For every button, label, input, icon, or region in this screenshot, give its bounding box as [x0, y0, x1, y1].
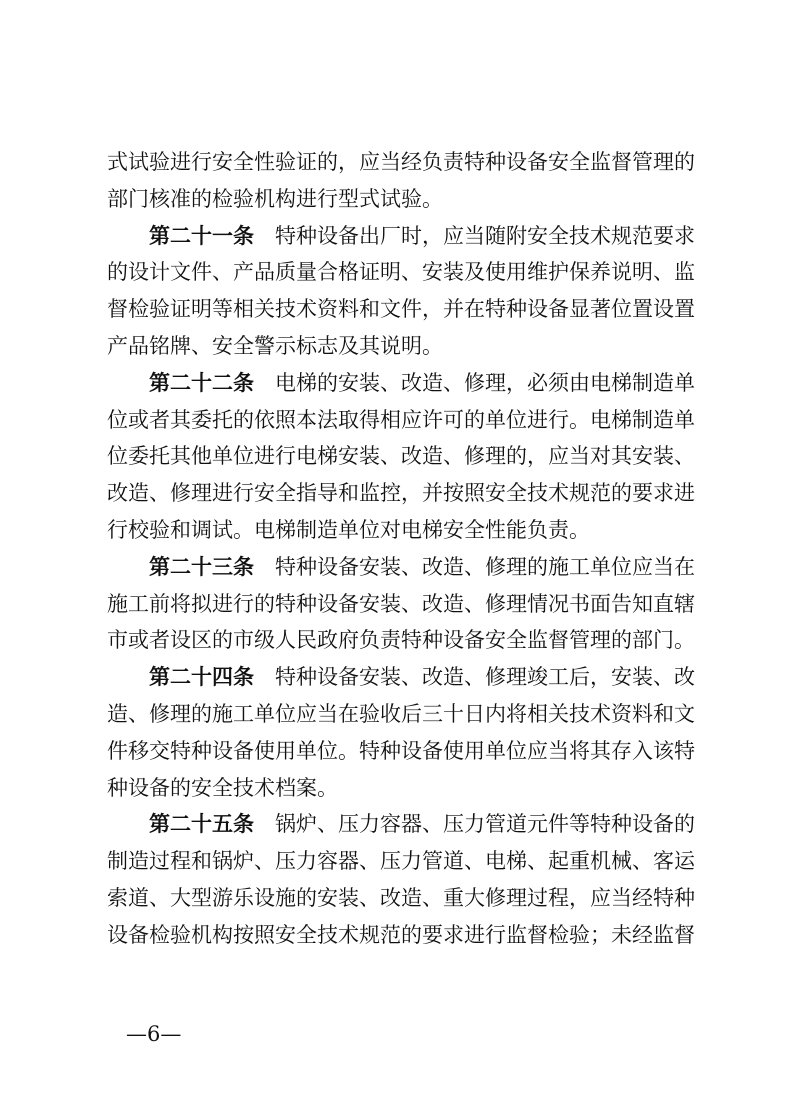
text-fragment: 特种设备出厂时，应当随附安全技术规范要求: [275, 223, 695, 248]
text-fragment: 特种设备安装、改造、修理竣工后，安装、改: [275, 665, 695, 690]
text-line: 件移交特种设备使用单位。特种设备使用单位应当将其存入该特: [107, 738, 695, 763]
text-fragment: 锅炉、压力容器、压力管道元件等特种设备的: [275, 812, 695, 837]
page-number: —6—: [126, 1022, 182, 1046]
text-line: 种设备的安全技术档案。: [107, 775, 338, 800]
text-line: 索道、大型游乐设施的安装、改造、重大修理过程，应当经特种: [107, 885, 695, 910]
text-line: [107, 806, 693, 843]
text-fragment: 电梯的安装、改造、修理，必须由电梯制造单: [275, 370, 695, 395]
text-line: 改造、修理进行安全指导和监控，并按照安全技术规范的要求进: [107, 481, 695, 506]
article-number: 第二十四条: [149, 664, 254, 690]
text-fragment: 特种设备安装、改造、修理的施工单位应当在: [275, 554, 695, 579]
text-line: [107, 218, 693, 255]
text-line: 造、修理的施工单位应当在验收后三十日内将相关技术资料和文: [107, 701, 695, 726]
text-line: 位或者其委托的依照本法取得相应许可的单位进行。电梯制造单: [107, 407, 695, 432]
text-line: [107, 659, 693, 696]
body-text: [107, 144, 693, 954]
article-number: 第二十二条: [149, 369, 254, 395]
text-line: 市或者设区的市级人民政府负责特种设备安全监督管理的部门。: [107, 628, 695, 653]
text-line: [107, 365, 693, 402]
article-number: 第二十三条: [149, 553, 254, 579]
text-line: 位委托其他单位进行电梯安装、改造、修理的，应当对其安装、: [107, 444, 695, 469]
text-line: 施工前将拟进行的特种设备安装、改造、修理情况书面告知直辖: [107, 591, 695, 616]
text-line: 制造过程和锅炉、压力容器、压力管道、电梯、起重机械、客运: [107, 849, 695, 874]
text-line: 行校验和调试。电梯制造单位对电梯安全性能负责。: [107, 517, 590, 542]
text-line: 产品铭牌、安全警示标志及其说明。: [107, 333, 443, 358]
text-line: [107, 549, 693, 586]
text-line: 设备检验机构按照安全技术规范的要求进行监督检验；未经监督: [107, 922, 695, 947]
article-number: 第二十五条: [149, 811, 254, 837]
text-line: 部门核准的检验机构进行型式试验。: [107, 186, 443, 211]
text-line: 式试验进行安全性验证的，应当经负责特种设备安全监督管理的: [107, 150, 695, 174]
text-line: 督检验证明等相关技术资料和文件，并在特种设备显著位置设置: [107, 297, 695, 322]
text-line: 的设计文件、产品质量合格证明、安装及使用维护保养说明、监: [107, 260, 695, 285]
article-number: 第二十一条: [149, 222, 254, 248]
